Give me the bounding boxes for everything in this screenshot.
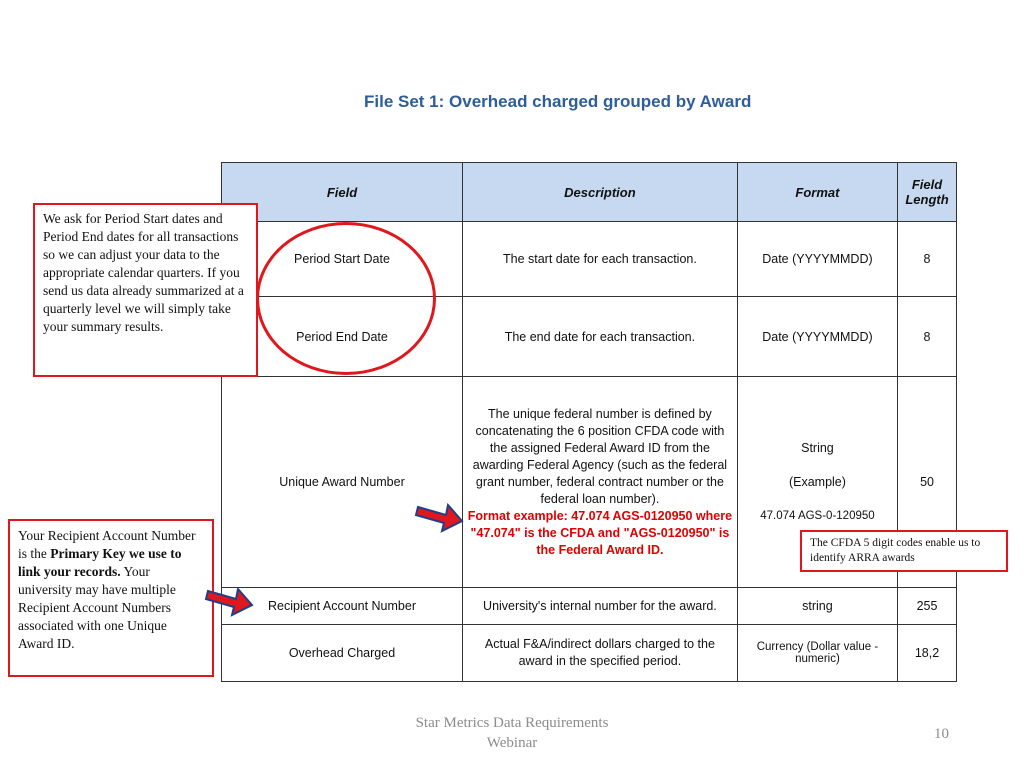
description-text: The unique federal number is defined by concatenating the 6 position CFDA code with the assigned Federal Award ID from the awarding Federal Agency (such as the federal grant number, federal contract number or the federal loan number). (472, 406, 728, 506)
table-row (222, 625, 957, 682)
format-line-1: String (801, 440, 834, 455)
cell-format: Date (YYYYMMDD) (737, 222, 897, 297)
callout-text-1: Your Recipient Account Number is the (18, 528, 196, 561)
cell-length: 18,2 (898, 625, 957, 682)
cell-length: 8 (898, 222, 957, 297)
cell-description: The start date for each transaction. (462, 222, 737, 297)
right-arrow-icon (204, 583, 256, 617)
highlight-ellipse (256, 222, 436, 375)
cell-field: Recipient Account Number (222, 588, 463, 625)
cell-field: Period End Date (222, 297, 463, 377)
header-field: Field (222, 163, 463, 222)
format-example-text: Format example: 47.074 AGS-0120950 where "47.074" is the CFDA and "AGS-0120950" is the Federal Award ID. (467, 508, 733, 557)
cell-field: Overhead Charged (222, 625, 463, 682)
cell-field: Unique Award Number (222, 377, 463, 588)
page-number: 10 (934, 726, 949, 742)
header-format: Format (737, 163, 897, 222)
footer-text (380, 713, 644, 753)
cell-format: string (737, 588, 897, 625)
footer-line-2: Webinar (486, 735, 538, 751)
format-line-2: (Example) (788, 474, 846, 489)
callout-cfda-codes: The CFDA 5 digit codes enable us to identify ARRA awards (800, 530, 1008, 572)
cell-field: Period Start Date (222, 222, 463, 297)
right-arrow-icon (414, 499, 466, 533)
cell-format: Currency (Dollar value - numeric) (737, 625, 897, 682)
table-header-row (222, 163, 957, 222)
cell-length: 50 (898, 377, 957, 588)
table-row (222, 588, 957, 625)
format-line-3: 47.074 AGS-0-120950 (760, 509, 875, 522)
footer-line-1: Star Metrics Data Requirements (415, 715, 609, 731)
header-field-length: Field Length (898, 163, 957, 222)
cell-description: The end date for each transaction. (462, 297, 737, 377)
cell-description: Actual F&A/indirect dollars charged to the award in the specified period. (462, 625, 737, 682)
cell-format: Date (YYYYMMDD) (737, 297, 897, 377)
cell-description: University's internal number for the award. (462, 588, 737, 625)
callout-text-2: Your university may have multiple Recipient Account Numbers associated with one Unique Award ID. (18, 564, 176, 651)
cell-description (462, 377, 737, 588)
callout-recipient-account (8, 519, 214, 677)
header-description: Description (462, 163, 737, 222)
callout-bold-text: Primary Key we use to link your records. (18, 546, 182, 579)
cell-length: 255 (898, 588, 957, 625)
cell-length: 8 (898, 297, 957, 377)
callout-period-dates: We ask for Period Start dates and Period End dates for all transactions so we can adjust your data to the appropriate calendar quarters. If you send us data already summarized at a quarterly level we will simply take your summary results. (33, 203, 258, 377)
